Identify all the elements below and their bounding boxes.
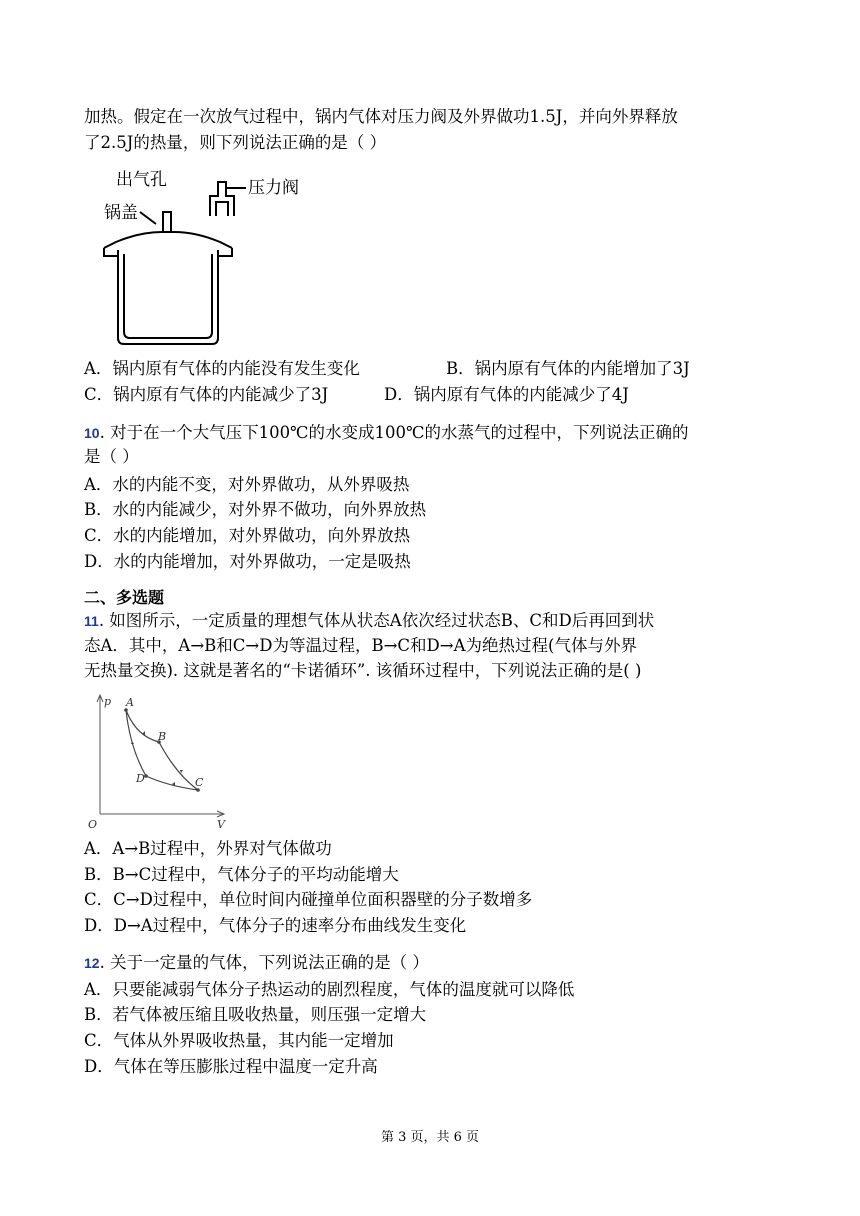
label-lid: 锅盖	[104, 203, 138, 223]
curve-da	[126, 710, 146, 776]
q9-stem-line2: 了2.5J的热量，则下列说法正确的是（ ）	[84, 133, 387, 152]
q9-option-a: A．锅内原有气体的内能没有发生变化	[84, 359, 360, 378]
q11-option-d: D．D→A过程中，气体分子的速率分布曲线发生变化	[84, 916, 467, 935]
q9-option-c: C．锅内原有气体的内能减少了3J	[84, 385, 329, 404]
label-point-a: A	[126, 696, 134, 709]
label-valve: 压力阀	[248, 178, 299, 198]
arrow-bc	[180, 770, 183, 773]
page-footer: 第 3 页，共 6 页	[380, 1130, 480, 1145]
label-p-axis: p	[104, 695, 112, 708]
q11-option-a: A．A→B过程中，外界对气体做功	[84, 839, 332, 858]
pv-diagram	[84, 690, 234, 830]
q10-option-c: C．水的内能增加，对外界做功，向外界放热	[84, 526, 411, 545]
label-point-b: B	[158, 730, 167, 743]
q11-stem-line1: 11. 如图所示，一定质量的理想气体从状态A依次经过状态B、C和D后再回到状	[84, 611, 655, 630]
label-point-d: D	[136, 772, 145, 785]
label-v-axis: V	[217, 818, 225, 830]
q12-option-a: A．只要能减弱气体分子热运动的剧烈程度，气体的温度就可以降低	[84, 980, 575, 999]
q10-stem-line1: 10. 对于在一个大气压下100℃的水变成100℃的水蒸气的过程中，下列说法正确的	[84, 423, 689, 442]
q10-option-d: D．水的内能增加，对外界做功，一定是吸热	[84, 552, 411, 571]
q12-option-c: C．气体从外界吸收热量，其内能一定增加	[84, 1031, 394, 1050]
q11-option-b: B．B→C过程中，气体分子的平均动能增大	[84, 865, 399, 884]
q9-option-b: B．锅内原有气体的内能增加了3J	[446, 359, 690, 378]
pressure-cooker-figure	[96, 160, 336, 350]
q10-option-b: B．水的内能减少，对外界不做功，向外界放热	[84, 500, 427, 519]
pot-lid	[104, 232, 232, 248]
q11-stem-line2: 态A．其中，A→B和C→D为等温过程，B→C和D→A为绝热过程(气体与外界	[84, 636, 637, 655]
q11-option-c: C．C→D过程中，单位时间内碰撞单位面积器壁的分子数增多	[84, 890, 533, 909]
q12-number: 12	[84, 955, 100, 971]
q10-number: 10	[84, 425, 100, 441]
q12-stem: 12. 关于一定量的气体，下列说法正确的是（ ）	[84, 953, 429, 972]
q9-option-d: D．锅内原有气体的内能减少了4J	[384, 385, 629, 404]
q10-stem-line2: 是（ ）	[84, 447, 139, 466]
q11-number: 11	[84, 613, 99, 629]
q12-option-d: D．气体在等压膨胀过程中温度一定升高	[84, 1057, 378, 1076]
label-origin: O	[88, 818, 98, 830]
q12-option-b: B．若气体被压缩且吸收热量，则压强一定增大	[84, 1005, 427, 1024]
q10-option-a: A．水的内能不变，对外界做功，从外界吸热	[84, 475, 410, 494]
label-outlet: 出气孔	[116, 170, 167, 190]
pot-body	[118, 250, 218, 344]
section-title: 二、多选题	[84, 588, 165, 607]
q9-stem-line1: 加热。假定在一次放气过程中，锅内气体对压力阀及外界做功1.5J，并向外界释放	[84, 107, 678, 126]
outlet-tube	[163, 212, 171, 232]
q11-stem-line3: 无热量交换). 这就是著名的“卡诺循环”. 该循环过程中，下列说法正确的是( )	[84, 661, 642, 680]
label-point-c: C	[195, 776, 204, 789]
